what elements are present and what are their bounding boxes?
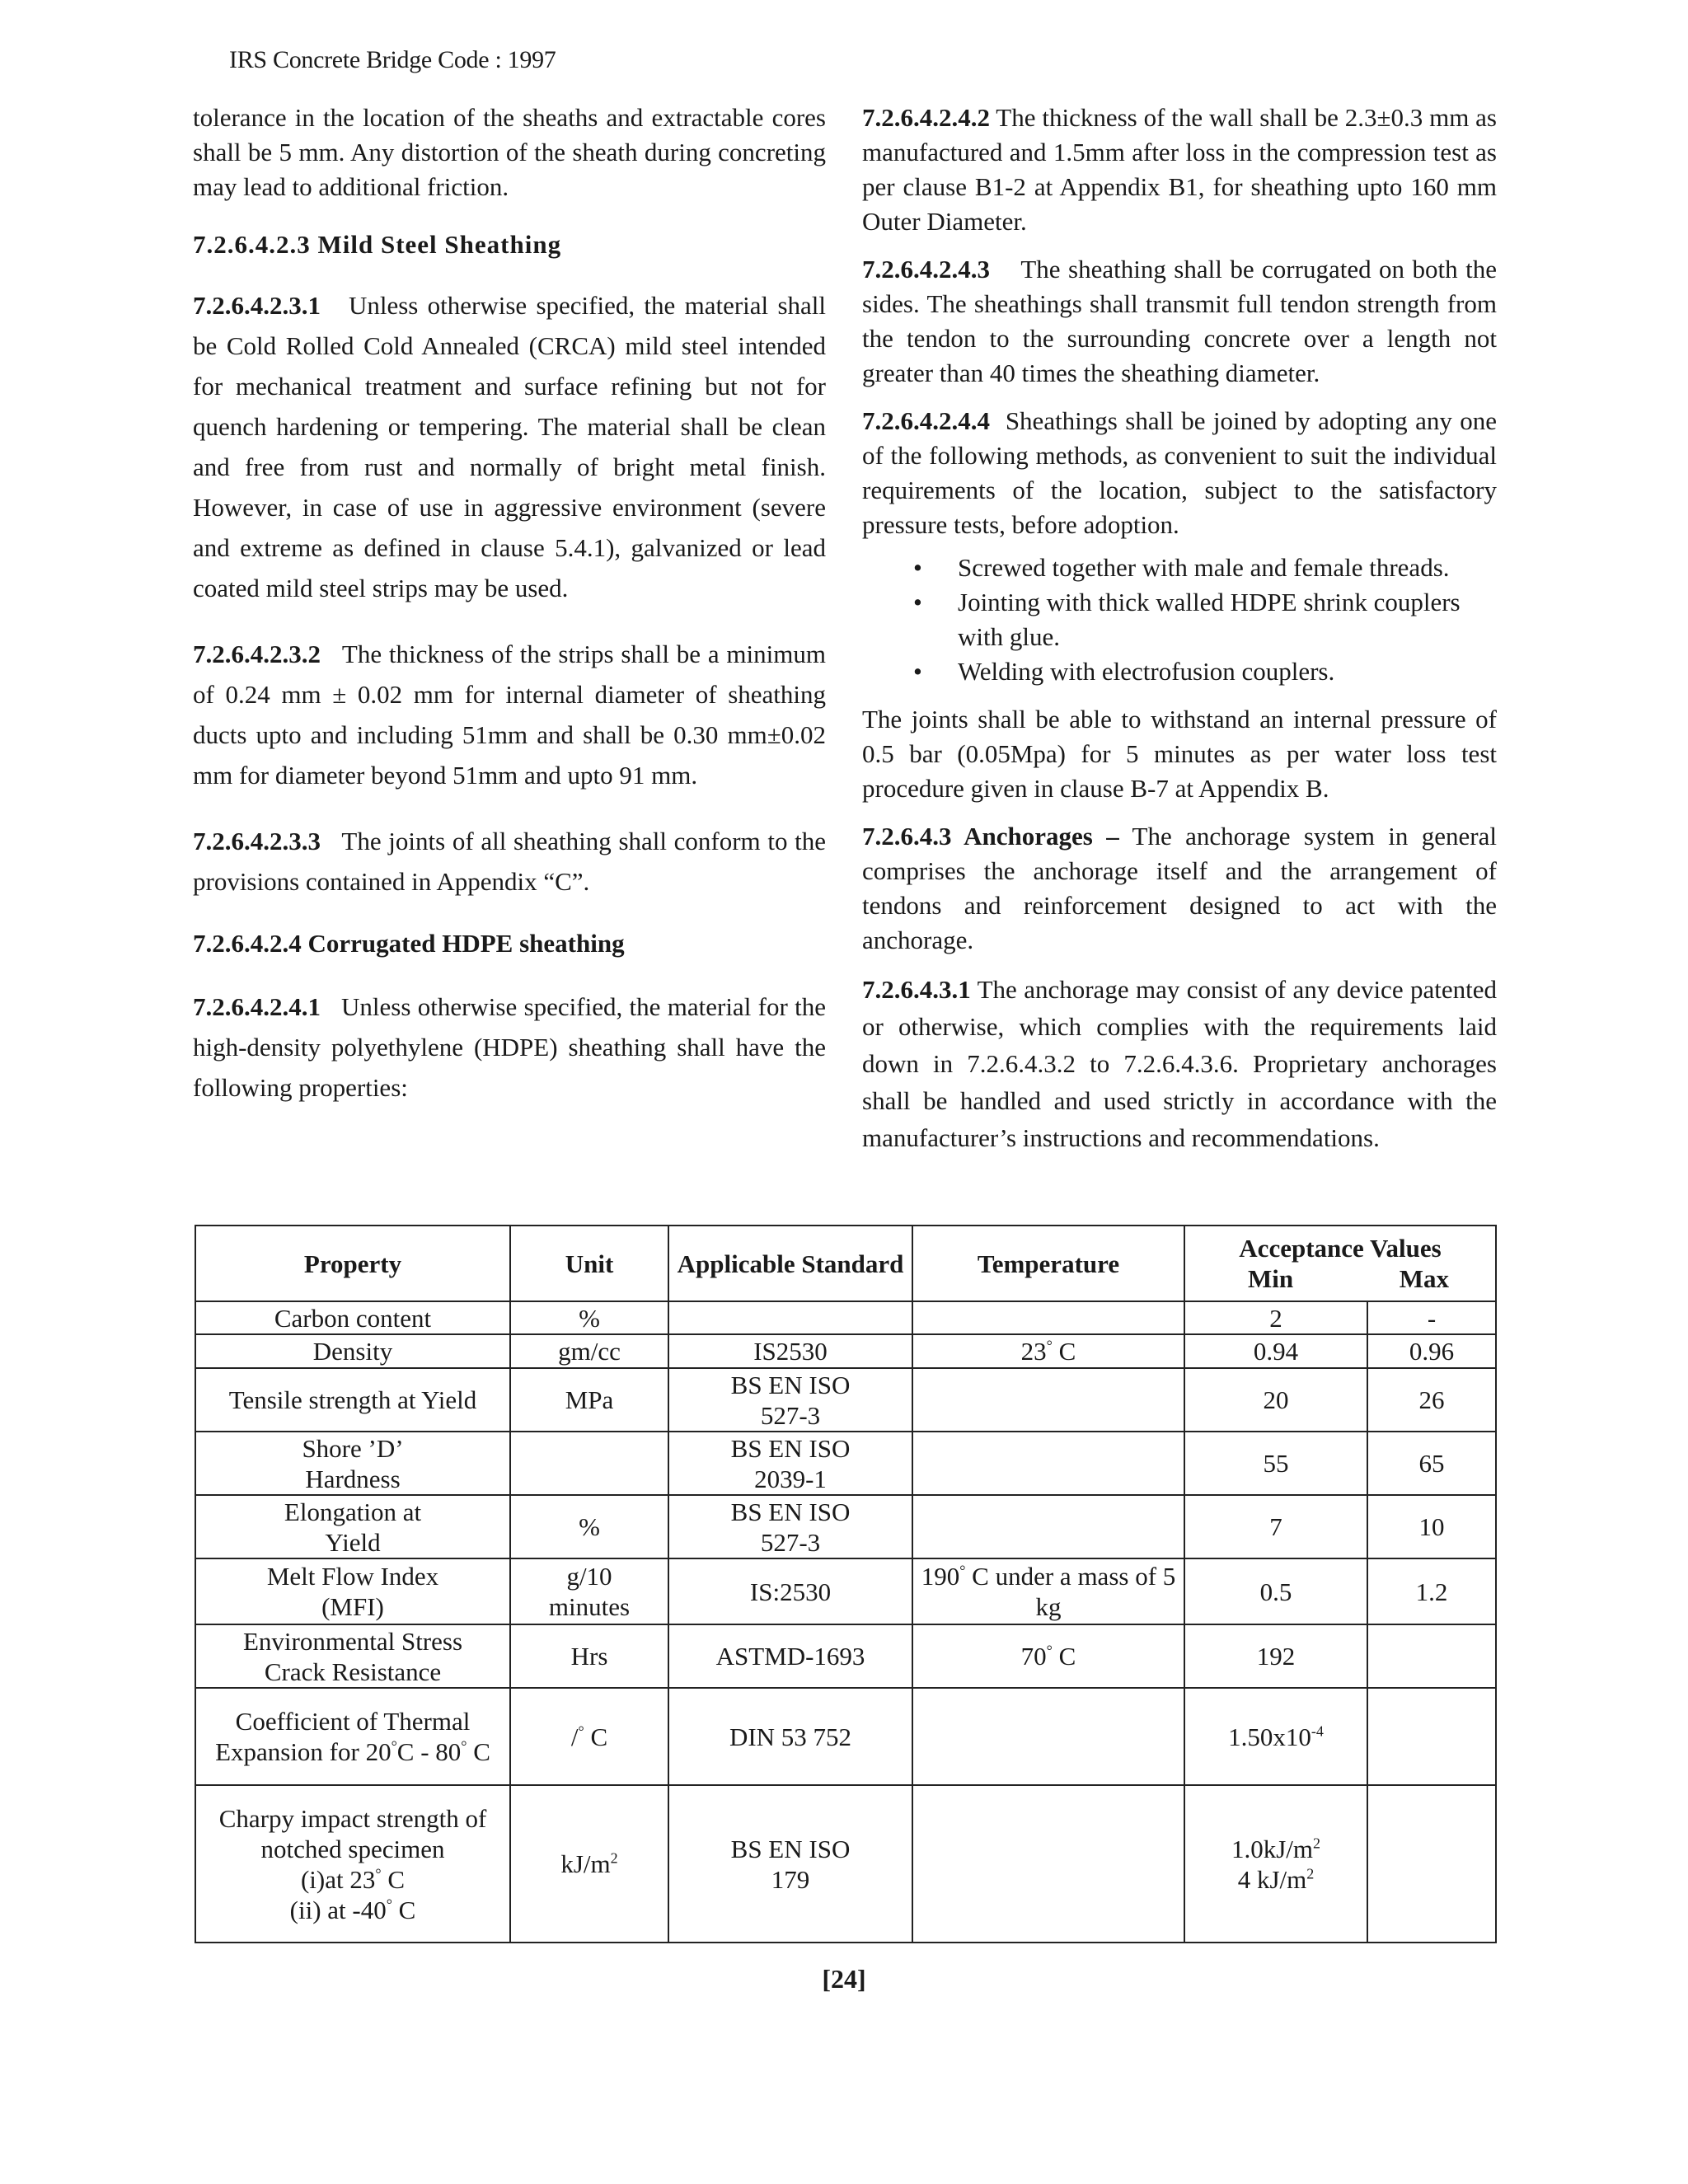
table-row: Tensile strength at Yield MPa BS EN ISO 527-3 20 26 [195,1368,1496,1432]
header-max: Max [1399,1264,1449,1293]
paragraph [862,971,1497,1156]
bullet-icon: • [913,657,922,686]
header-acceptance: Acceptance Values Min Max [1184,1226,1496,1301]
table-row: Coefficient of Thermal Expansion for 20°C - 80° C /° C DIN 53 752 $1.50x10^{-4}$ [195,1688,1496,1785]
paragraph: tolerance in the location of the sheaths and extractable cores shall be 5 mm. Any distortion of the sheath during concreting may lead to additional friction. [193,103,826,201]
clause-text: Unless otherwise specified, the material shall be Cold Rolled Cold Annealed (CRCA) mild steel intended for mechanical treatment and surface refining but not for quench hardening or tempering. The material shall be clean and free from rust and normally of bright metal finish. However, in case of use in aggressive environment (severe and extreme as defined in clause 5.4.1), galvanized or lead coated mild steel strips may be used. [193,291,826,602]
table-header-row [195,1226,1496,1301]
header-min: Min [1248,1264,1294,1293]
clause-text: The anchorage may consist of any device patented or otherwise, which complies with the requirements laid down in 7.2.6.4.3.2 to 7.2.6.4.3.6. Proprietary anchorages shall be handled and used strictly in accordance with the manufacturer’s instructions and recommendations. [862,975,1497,1152]
paragraph [862,252,1497,391]
running-header: IRS Concrete Bridge Code : 1997 [229,46,556,73]
paragraph [193,634,826,795]
clause-number: 7.2.6.4.2.3.2 [193,640,321,668]
table-row: Charpy impact strength of notched specimen (i)at 23° C (ii) at -40° C $kJ/m^2$ BS EN ISO 179 $1.0kJ/m^2$ 4 $kJ/m^2$ [195,1785,1496,1943]
paragraph [862,101,1497,239]
clause-number: 7.2.6.4.3 Anchorages – [862,822,1119,851]
clause-text: The thickness of the wall shall be 2.3±0.3 mm as manufactured and 1.5mm after loss in the compression test as per clause B1-2 at Appendix B1, for sheathing upto 160 mm Outer Diameter. [862,103,1497,236]
table-row: Density gm/cc IS2530 23° C 0.94 0.96 [195,1334,1496,1368]
header-standard: Applicable Standard [668,1226,912,1301]
bullet-icon: • [913,588,922,616]
clause-number: 7.2.6.4.2.4.1 [193,992,321,1021]
clause-text: The thickness of the strips shall be a minimum of 0.24 mm ± 0.02 mm for internal diameter of sheathing ducts upto and including 51mm and shall be 0.30 mm±0.02 mm for diameter beyond 51mm and upto 91 mm. [193,640,826,790]
clause-number: 7.2.6.4.3.1 [862,975,971,1004]
paragraph: The joints shall be able to withstand an internal pressure of 0.5 bar (0.05Mpa) for 5 minutes as per water loss test procedure given in clause B-7 at Appendix B. [862,705,1497,803]
header-property: Property [195,1226,510,1301]
list-item: • Jointing with thick walled HDPE shrink couplers with glue. [862,585,1497,654]
section-heading: 7.2.6.4.2.4 Corrugated HDPE sheathing [193,929,625,958]
paragraph [193,987,826,1108]
table-row: Shore ’D’ Hardness BS EN ISO 2039-1 55 65 [195,1432,1496,1495]
clause-text: Unless otherwise specified, the material for the high-density polyethylene (HDPE) sheathing shall have the following properties: [193,992,826,1102]
clause-number: 7.2.6.4.2.4.2 [862,103,990,132]
bullet-icon: • [913,553,922,582]
header-temperature: Temperature [912,1226,1184,1301]
paragraph [193,285,826,608]
paragraph [193,821,826,902]
clause-number: 7.2.6.4.2.3.1 [193,291,321,320]
list-item: • Welding with electrofusion couplers. [862,654,1497,689]
clause-number: 7.2.6.4.2.4.4 [862,406,990,435]
clause-text: The anchorage system in general comprises the anchorage itself and the arrangement of tendons and reinforcement designed to act with the anchorage. [862,822,1497,954]
table-row: Environmental Stress Crack Resistance Hrs ASTMD-1693 70° C 192 [195,1624,1496,1688]
table-row: Melt Flow Index (MFI) g/10 minutes IS:2530 190° C under a mass of 5 kg 0.5 1.2 [195,1558,1496,1624]
joining-methods-list [862,551,1497,689]
table-row: Carbon content % 2 - [195,1301,1496,1334]
clause-text: The sheathing shall be corrugated on both the sides. The sheathings shall transmit full tendon strength from the tendon to the surrounding concrete over a length not greater than 40 times the sheathing diameter. [862,255,1497,387]
paragraph [862,819,1497,958]
section-heading: 7.2.6.4.2.3 Mild Steel Sheathing [193,230,562,259]
clause-number: 7.2.6.4.2.3.3 [193,827,321,855]
clause-text: The joints of all sheathing shall conform to the provisions contained in Appendix “C”. [193,827,826,896]
left-column [193,101,826,1108]
list-item: • Screwed together with male and female threads. [862,551,1497,585]
hdpe-properties-table [195,1225,1497,1943]
clause-text: Sheathings shall be joined by adopting any one of the following methods, as convenient to suit the individual requirements of the location, subject to the satisfactory pressure tests, before adoption. [862,406,1497,539]
table-row: Elongation at Yield % BS EN ISO 527-3 7 10 [195,1495,1496,1558]
header-unit: Unit [510,1226,668,1301]
right-column [862,101,1497,1156]
paragraph [862,404,1497,542]
page-number: [24] [822,1964,866,1994]
clause-number: 7.2.6.4.2.4.3 [862,255,990,284]
